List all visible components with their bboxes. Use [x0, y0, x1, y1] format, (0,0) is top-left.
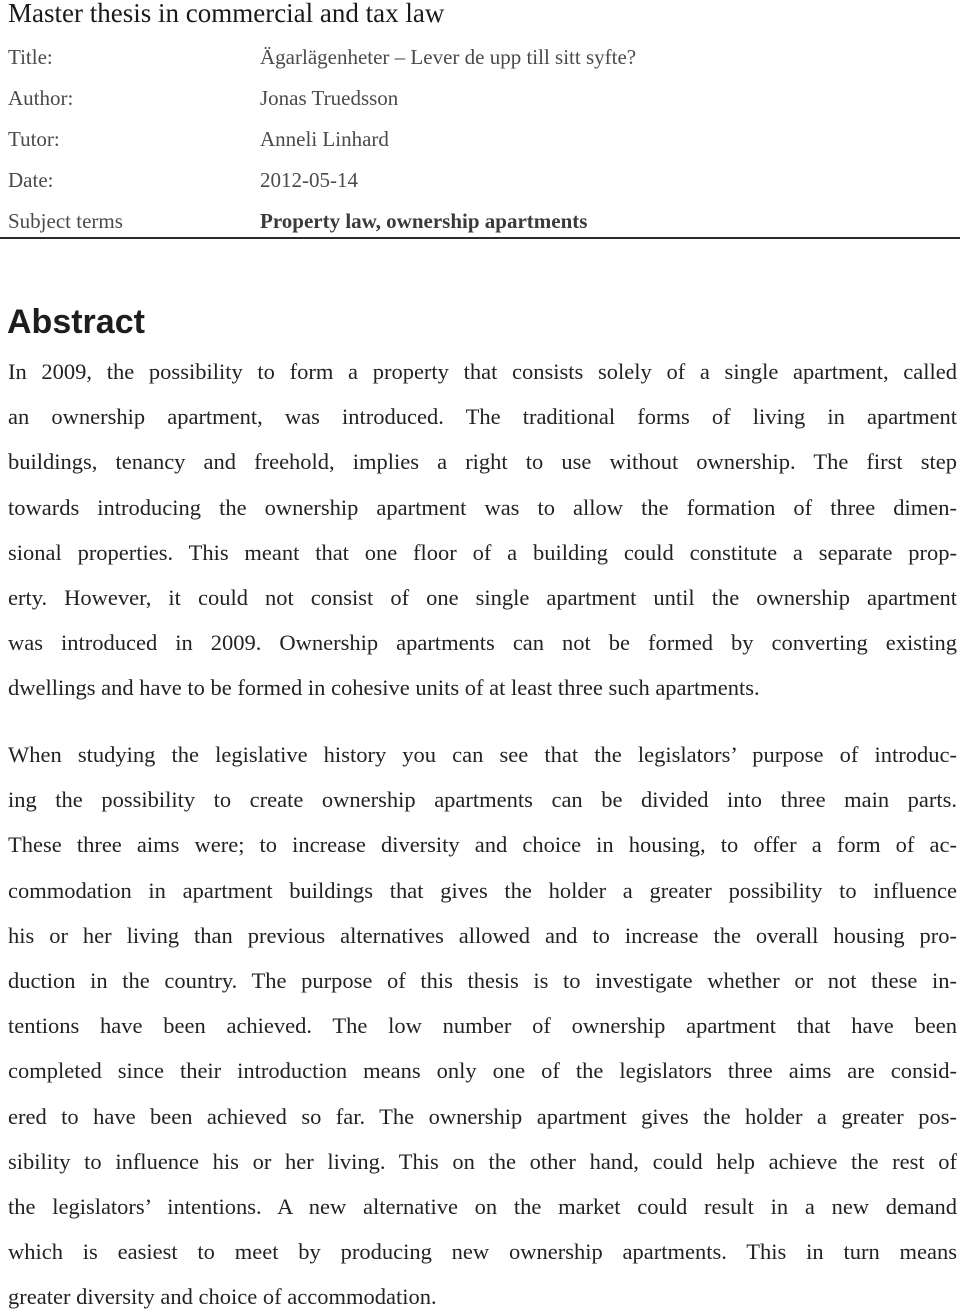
text-line: completed since their introduction means only one of the legislators three aims are consid-	[8, 1058, 957, 1084]
meta-label: Subject terms	[8, 209, 123, 233]
meta-value-tutor: Anneli Linhard	[260, 127, 389, 151]
abstract-heading: Abstract	[7, 303, 145, 341]
text-line: which is easiest to meet by producing new ownership apartments. This in turn means	[8, 1239, 957, 1265]
meta-label: Tutor:	[8, 127, 60, 151]
meta-row-date	[8, 165, 958, 195]
text-line: erty. However, it could not consist of one single apartment until the ownership apartment	[8, 584, 957, 610]
document-heading: Master thesis in commercial and tax law	[8, 0, 445, 28]
text-line: his or her living than previous alternatives allowed and to increase the overall housing pro-	[8, 922, 957, 948]
text-line: ered to have been achieved so far. The ownership apartment gives the holder a greater pos-	[8, 1103, 957, 1129]
text-line: was introduced in 2009. Ownership apartments can not be formed by converting existing	[8, 630, 957, 656]
meta-row-subject-terms	[8, 206, 958, 236]
meta-value-author: Jonas Truedsson	[260, 86, 399, 110]
meta-row-title	[8, 42, 958, 72]
meta-value-date: 2012-05-14	[260, 168, 358, 192]
text-line: towards introducing the ownership apartment was to allow the formation of three dimen-	[8, 494, 957, 520]
text-line: In 2009, the possibility to form a property that consists solely of a single apartment, called	[8, 359, 957, 384]
meta-value-subject-terms: Property law, ownership apartments	[260, 209, 588, 233]
meta-row-author	[8, 83, 958, 113]
text-line: an ownership apartment, was introduced. The traditional forms of living in apartment	[8, 404, 957, 430]
text-line: sional properties. This meant that one floor of a building could constitute a separate prop-	[8, 539, 957, 565]
meta-row-tutor	[8, 124, 958, 154]
meta-value-title: Ägarlägenheter – Lever de upp till sitt syfte?	[260, 45, 637, 69]
text-line: duction in the country. The purpose of this thesis is to investigate whether or not these in-	[8, 967, 957, 993]
text-line: buildings, tenancy and freehold, implies a right to use without ownership. The first step	[8, 449, 957, 475]
meta-label: Author:	[8, 86, 74, 110]
text-line: the legislators’ intentions. A new alternative on the market could result in a new demand	[8, 1193, 957, 1219]
text-line: When studying the legislative history you can see that the legislators’ purpose of introduc-	[8, 742, 957, 767]
text-line: tentions have been achieved. The low number of ownership apartment that have been	[8, 1013, 957, 1039]
text-line: sibility to influence his or her living. This on the other hand, could help achieve the rest of	[8, 1148, 957, 1174]
text-line: dwellings and have to be formed in cohesive units of at least three such apartments.	[8, 675, 760, 701]
text-line: These three aims were; to increase diversity and choice in housing, to offer a form of ac-	[8, 832, 957, 858]
header-divider	[0, 237, 960, 239]
text-line: greater diversity and choice of accommodation.	[8, 1284, 437, 1310]
abstract-paragraph-1	[8, 349, 957, 711]
meta-label: Title:	[8, 45, 53, 69]
abstract-paragraph-2	[8, 732, 957, 1311]
text-line: commodation in apartment buildings that gives the holder a greater possibility to influence	[8, 877, 957, 903]
text-line: ing the possibility to create ownership apartments can be divided into three main parts.	[8, 787, 957, 813]
meta-label: Date:	[8, 168, 54, 192]
